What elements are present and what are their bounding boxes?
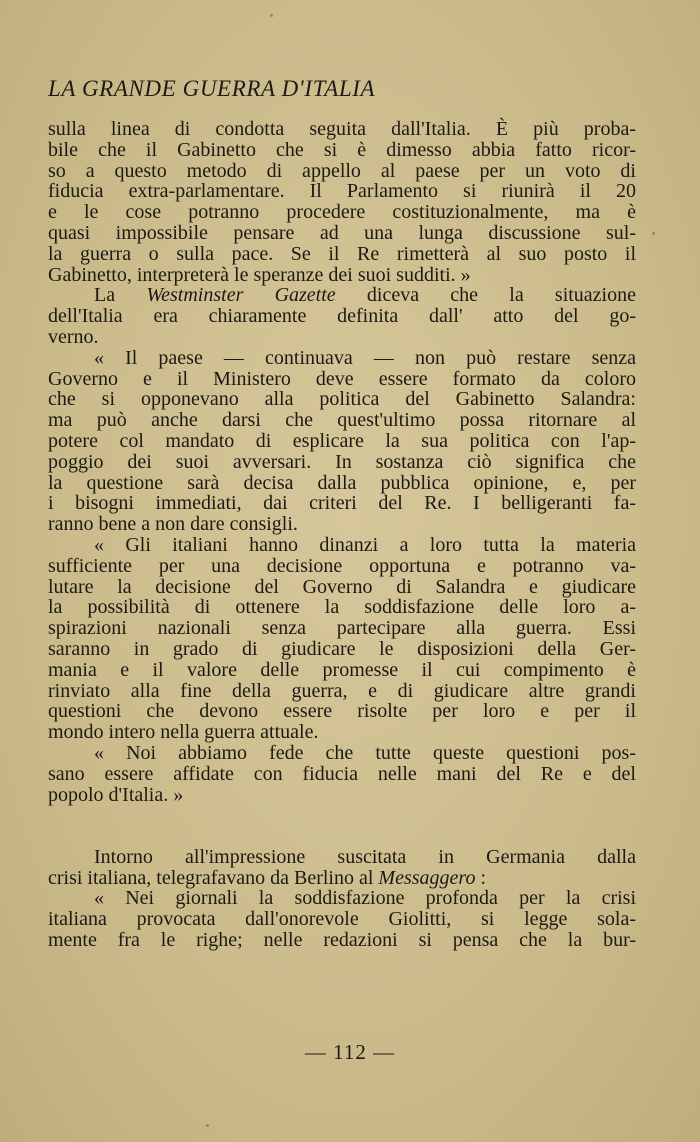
text-line: e le cose potranno procedere costituzionalmente, ma è: [48, 201, 636, 224]
text-line: mente fra le righe; nelle redazioni si pensa che la bur-: [48, 929, 636, 952]
text-line: la guerra o sulla pace. Se il Re rimetterà al suo posto il: [48, 242, 636, 265]
text-line: dell'Italia era chiaramente definita dall' atto del go-: [48, 305, 636, 328]
text-line: Gabinetto, interpreterà le speranze dei suoi sudditi. »: [48, 263, 471, 286]
text-line: la questione sarà decisa dalla pubblica opinione, e, per: [48, 471, 636, 494]
newspaper-title: Messaggero: [378, 866, 476, 889]
text-line: saranno in grado di giudicare le disposizioni della Ger-: [48, 637, 636, 660]
page-number: — 112 —: [304, 1040, 396, 1064]
text-line: la possibilità di ottenere la soddisfazione delle loro a-: [48, 596, 636, 619]
text-line: so a questo metodo di appello al paese per un voto di: [48, 159, 636, 182]
text-line: Governo e il Ministero deve essere formato da coloro: [48, 367, 636, 390]
text-line: rinviato alla fine della guerra, e di giudicare altre grandi: [48, 679, 636, 702]
section-gap: [48, 805, 636, 847]
body-text: [48, 119, 636, 951]
text-line-with-italic: [48, 285, 636, 306]
running-header: LA GRANDE GUERRA D'ITALIA: [48, 76, 376, 101]
text-run: :: [475, 866, 487, 889]
text-line: « Gli italiani hanno dinanzi a loro tutta la materia: [94, 533, 636, 556]
text-run: crisi italiana, telegrafavano da Berlino al: [48, 866, 379, 889]
text-line: questioni che devono essere risolte per loro e per il: [48, 700, 636, 723]
text-line: potere col mandato di esplicare la sua politica con l'ap-: [48, 429, 636, 452]
text-line: mondo intero nella guerra attuale.: [48, 721, 319, 744]
newspaper-title: Westminster Gazette: [146, 284, 336, 307]
text-line: popolo d'Italia. »: [48, 783, 184, 806]
text-line: sano essere affidate con fiducia nelle mani del Re e del: [48, 762, 636, 785]
text-line: fiducia extra-parlamentare. Il Parlamento si riunirà il 20: [48, 180, 636, 203]
text-line: mania e il valore delle promesse il cui compimento è: [48, 658, 636, 681]
paper-speck: [206, 1124, 209, 1127]
paper-speck: [652, 232, 655, 235]
text-line: ma può anche darsi che quest'ultimo possa ritornare al: [48, 409, 636, 432]
text-line: quasi impossibile pensare ad una lunga discussione sul-: [48, 221, 636, 244]
text-run: diceva che la situazione: [335, 284, 636, 307]
text-line: italiana provocata dall'onorevole Giolitti, si legge sola-: [48, 908, 636, 931]
text-line: spirazioni nazionali senza partecipare alla guerra. Essi: [48, 617, 636, 640]
text-line: « Noi abbiamo fede che tutte queste questioni pos-: [94, 741, 636, 764]
text-line: sulla linea di condotta seguita dall'Italia. È più proba-: [48, 118, 636, 140]
paper-speck: [270, 14, 273, 17]
text-line: che si opponevano alla politica del Gabinetto Salandra:: [48, 388, 636, 411]
text-line-with-italic: [48, 868, 636, 889]
text-line: ranno bene a non dare consigli.: [48, 513, 298, 536]
text-line: i bisogni immediati, dai criteri del Re. I belligeranti fa-: [48, 492, 636, 515]
text-line: verno.: [48, 325, 99, 348]
text-line: lutare la decisione del Governo di Salandra e giudicare: [48, 575, 636, 598]
text-line: Intorno all'impressione suscitata in Germania dalla: [94, 845, 636, 868]
text-line: poggio dei suoi avversari. In sostanza ciò significa che: [48, 450, 636, 473]
text-run: La: [94, 284, 147, 307]
text-line: bile che il Gabinetto che si è dimesso abbia fatto ricor-: [48, 138, 636, 161]
text-line: « Il paese — continuava — non può restare senza: [94, 346, 636, 369]
text-line: sufficiente per una decisione opportuna e potranno va-: [48, 554, 636, 577]
text-line: « Nei giornali la soddisfazione profonda per la crisi: [94, 887, 636, 910]
